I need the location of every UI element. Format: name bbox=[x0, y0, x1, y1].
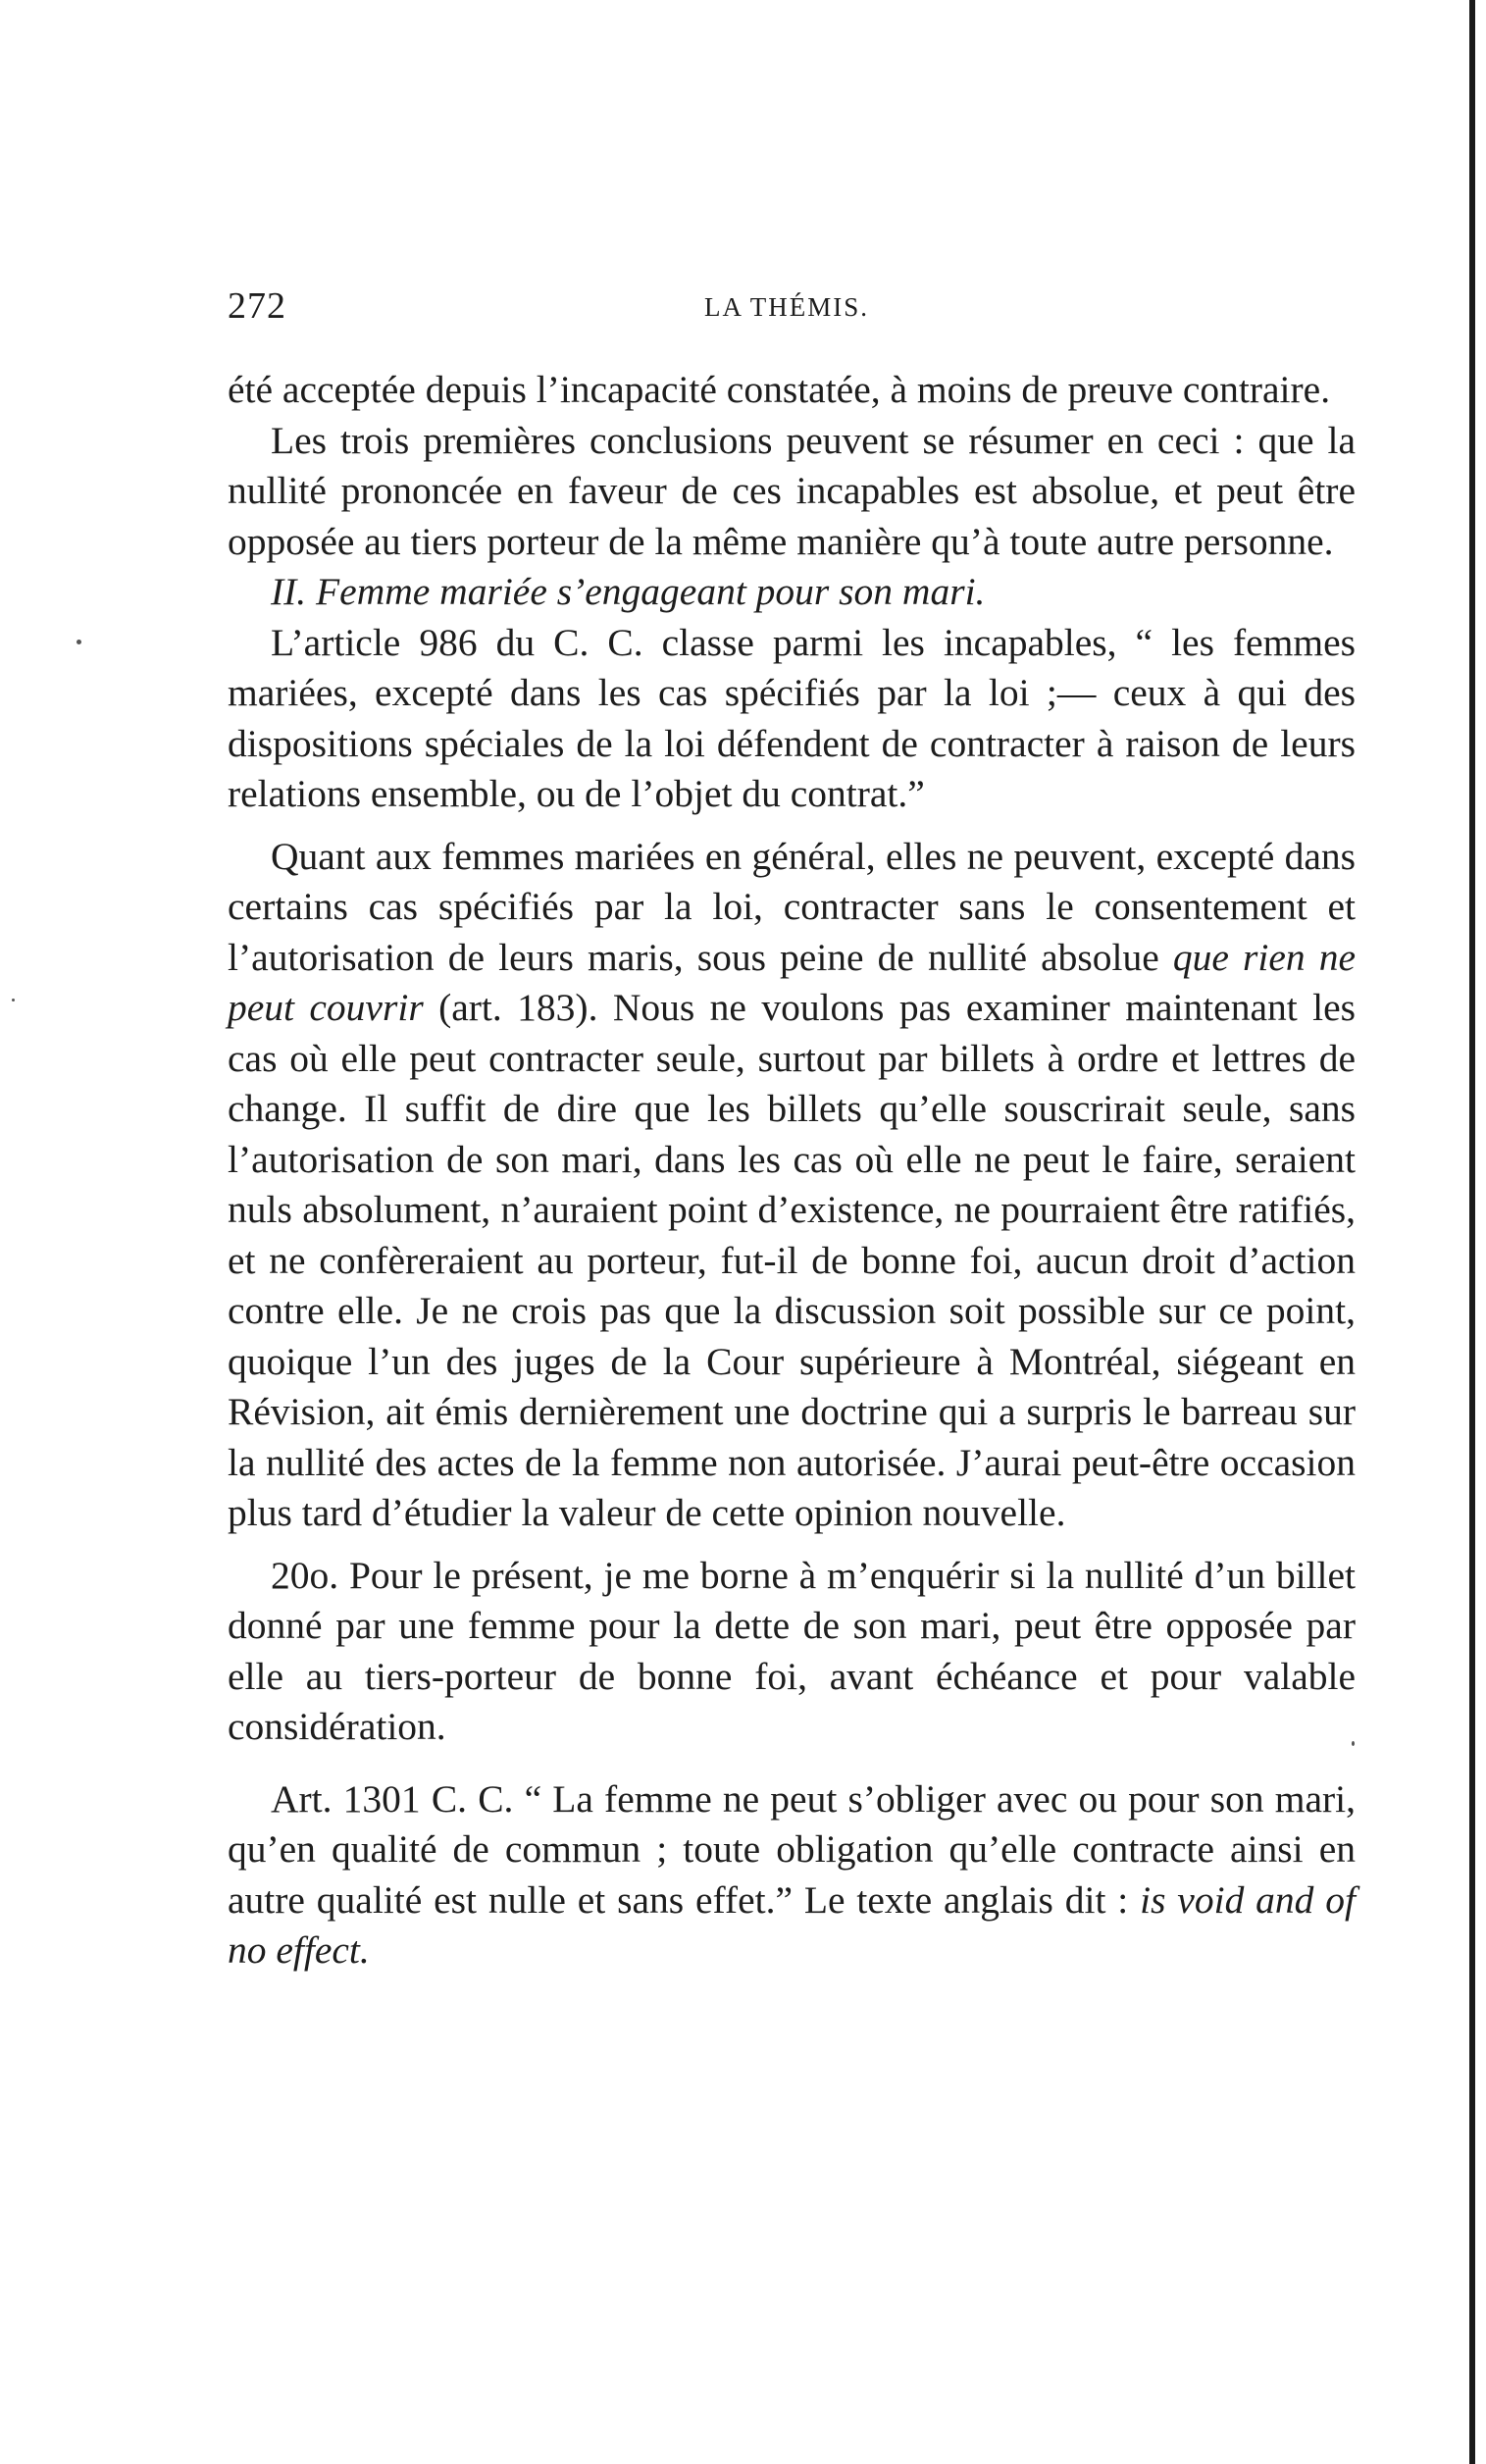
body-text bbox=[228, 365, 1356, 1976]
page-edge-shadow bbox=[1469, 0, 1475, 2464]
margin-speck bbox=[1352, 1741, 1355, 1746]
paragraph-20o: 20o. Pour le présent, je me borne à m’enquérir si la nullité d’un billet donné par une femme pour la dette de son mari, peut être opposée par elle au tiers-porteur de bonne foi, avant échéance et pour valable considération. bbox=[228, 1553, 1356, 1748]
section-heading-text: II. Femme mariée s’engageant pour son mari. bbox=[271, 570, 986, 613]
section-heading bbox=[228, 567, 1356, 618]
paragraph-conclusions: Les trois premières conclusions peuvent se résumer en ceci : que la nullité prononcée en faveur de ces incapables est absolue, et peut être opposée au tiers porteur de la même manière qu’à toute autre personne. bbox=[228, 418, 1356, 563]
running-title: LA THÉMIS. bbox=[704, 292, 870, 322]
paragraph-text: Art. 1301 C. C. “ La femme ne peut s’obliger avec ou pour son mari, qu’en qualité de commun ; toute obligation qu’elle contracte ainsi en autre qualité est nulle et sans effet.” Le texte anglais dit : bbox=[228, 1776, 1356, 1922]
paragraph-text: (art. 183). Nous ne voulons pas examiner maintenant les cas où elle peut contracter seule, surtout par billets à ordre et lettres de change. Il suffit de dire que les billets qu’elle souscrirait seule, sans l’autorisation de son mari, dans les cas où elle ne peut le faire, seraient nuls absolument, n’auraient point d’existence, ne pourraient être ratifiés, et ne confèreraient au porteur, fut-il de bonne foi, aucun droit d’action contre elle. Je ne crois pas que la discussion soit possible sur ce point, quoique l’un des juges de la Cour supérieure à Montréal, siégeant en Révision, ait émis dernièrement une doctrine qui a surpris le barreau sur la nullité des actes de la femme non autorisée. J’aurai peut-être occasion plus tard d’étudier la valeur de cette opinion nouvelle. bbox=[228, 986, 1356, 1534]
paragraph-continuation: été acceptée depuis l’incapacité constatée, à moins de preuve contraire. bbox=[228, 368, 1331, 411]
page-number: 272 bbox=[228, 285, 286, 327]
italic-phrase: que rien ne peut couvrir bbox=[228, 935, 1356, 1029]
page-header bbox=[228, 284, 1356, 334]
paragraph-article-1301 bbox=[228, 1774, 1356, 1976]
italic-phrase: is void and of no effect. bbox=[228, 1877, 1357, 1972]
margin-speck bbox=[77, 640, 81, 644]
paragraph-article-986: L’article 986 du C. C. classe parmi les incapables, “ les femmes mariées, excepté dans les cas spécifiés par la loi ;— ceux à qui des dispositions spéciales de la loi défendent de contracter à raison de leurs relations ensemble, ou de l’objet du contrat.” bbox=[228, 620, 1356, 815]
paragraph-text: Quant aux femmes mariées en général, elles ne peuvent, excepté dans certains cas spécifiés par la loi, contracter sans le consentement et l’autorisation de leurs maris, sous peine de nullité absolue bbox=[228, 834, 1356, 979]
margin-speck bbox=[12, 999, 15, 1001]
paragraph-femmes-mariees bbox=[228, 832, 1356, 1539]
